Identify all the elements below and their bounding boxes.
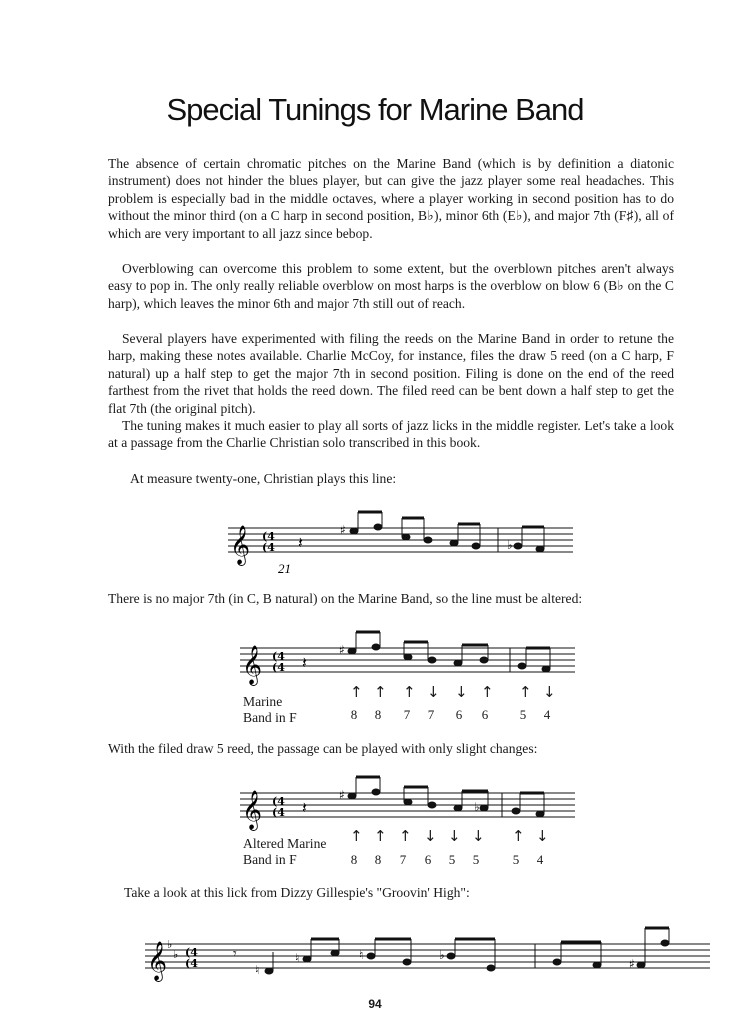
svg-text:♮: ♮: [295, 951, 300, 965]
svg-text:♯: ♯: [339, 788, 345, 802]
svg-text:𝄽: 𝄽: [302, 653, 307, 672]
hole-number: 7: [427, 707, 435, 722]
svg-text:𝄞: 𝄞: [242, 645, 263, 685]
svg-text:(4: (4: [262, 530, 275, 543]
svg-text:(4: (4: [185, 946, 198, 959]
arrow-4: ↓: [427, 683, 440, 701]
arrow-1: ↑: [350, 683, 363, 701]
svg-text:♯: ♯: [629, 957, 635, 971]
hole-number: 5: [448, 852, 456, 867]
arrow-5: ↓: [455, 683, 468, 701]
svg-text:𝄽: 𝄽: [302, 798, 307, 817]
arrow-2: ↑: [374, 827, 387, 845]
caption-1: At measure twenty-one, Christian plays this line:: [130, 471, 397, 486]
svg-text:♭: ♭: [507, 538, 513, 552]
music-example-4: [145, 936, 715, 986]
svg-text:♭: ♭: [439, 948, 445, 962]
music-example-1: [228, 518, 588, 578]
paragraph-2: Overblowing can overcome this problem to some extent, but the overblown pitches aren't always easy to pop in. The only really reliable overblow on most harps is the overblow on blow 6 (B♭ on the C harp), which leaves the minor 6th and major 7th still out of reach.: [108, 261, 674, 311]
page-title: Special Tunings for Marine Band: [166, 92, 584, 127]
svg-text:𝄞: 𝄞: [242, 790, 263, 830]
hole-number: 8: [374, 707, 382, 722]
paragraph-1: The absence of certain chromatic pitches on the Marine Band (which is by definition a diatonic instrument) does not hinder the blues player, but can give the jazz player some real headaches. This problem is especially bad in the middle octaves, where a player working in second position has to do without the minor third (on a C harp in second position, B♭), minor 6th (E♭), and major 7th (F♯), all of which are very important to all jazz since bebop.: [108, 156, 674, 241]
label-line-1: Altered Marine: [243, 836, 327, 851]
svg-text:(4: (4: [185, 957, 198, 970]
svg-text:♭: ♭: [474, 800, 480, 814]
hole-number: 5: [472, 852, 480, 867]
arrow-7: ↑: [512, 827, 525, 845]
svg-text:♮: ♮: [359, 948, 364, 962]
hole-number: 5: [512, 852, 520, 867]
arrow-5: ↓: [448, 827, 461, 845]
svg-text:♭: ♭: [167, 938, 173, 951]
music-example-2: [240, 642, 580, 685]
page-number: 94: [368, 997, 382, 1011]
arrow-3: ↑: [403, 683, 416, 701]
hole-numbers-2: [0, 707, 750, 723]
caption-2: There is no major 7th (in C, B natural) on the Marine Band, so the line must be altered:: [108, 591, 583, 606]
hole-number: 7: [399, 852, 407, 867]
svg-text:(4: (4: [272, 795, 285, 808]
hole-number: 8: [374, 852, 382, 867]
arrow-6: ↓: [472, 827, 485, 845]
arrow-4: ↓: [424, 827, 437, 845]
hole-number: 6: [424, 852, 432, 867]
hole-number: 8: [350, 707, 358, 722]
hole-numbers-3: [0, 852, 750, 868]
svg-text:(4: (4: [272, 650, 285, 663]
arrow-7: ↑: [519, 683, 532, 701]
svg-text:♭: ♭: [173, 948, 179, 961]
hole-number: 4: [536, 852, 544, 867]
arrow-8: ↓: [536, 827, 549, 845]
music-example-3: [240, 787, 580, 830]
arrow-2: ↑: [374, 683, 387, 701]
arrow-8: ↓: [543, 683, 556, 701]
hole-number: 7: [403, 707, 411, 722]
hole-number: 4: [543, 707, 551, 722]
svg-text:♯: ♯: [340, 523, 346, 537]
svg-text:𝄾: 𝄾: [233, 946, 237, 962]
paragraph-3: Several players have experimented with filing the reeds on the Marine Band in order to retune the harp, making these notes available. Charlie McCoy, for instance, files the draw 5 reed (on a C harp, F natural) up a half step to get the major 7th in second position. Filing is done on the end of the reed farthest from the rivet that holds the reed down. The filed reed can be bent down a half step to get the flat 7th (the original pitch).: [108, 331, 674, 416]
measure-number: 21: [278, 561, 291, 576]
svg-text:♮: ♮: [255, 963, 260, 977]
arrow-6: ↑: [481, 683, 494, 701]
svg-text:♯: ♯: [339, 643, 345, 657]
svg-text:(4: (4: [272, 661, 285, 674]
label-line-2: Band in F: [243, 710, 297, 725]
label-line-2: Band in F: [243, 852, 297, 867]
paragraph-4: The tuning makes it much easier to play all sorts of jazz licks in the middle register. Let's take a look at a passage from the Charlie Christian solo transcribed in this book.: [108, 418, 674, 451]
svg-text:(4: (4: [272, 806, 285, 819]
hole-number: 5: [519, 707, 527, 722]
caption-3: With the filed draw 5 reed, the passage can be played with only slight changes:: [108, 741, 538, 756]
hole-number: 6: [481, 707, 489, 722]
arrow-1: ↑: [350, 827, 363, 845]
caption-4: Take a look at this lick from Dizzy Gillespie's "Groovin' High":: [124, 885, 470, 900]
svg-text:(4: (4: [262, 541, 275, 554]
hole-number: 8: [350, 852, 358, 867]
svg-text:𝄞: 𝄞: [147, 941, 168, 981]
treble-clef-icon: 𝄞: [230, 525, 251, 565]
label-line-1: Marine: [243, 694, 283, 709]
hole-number: 6: [455, 707, 463, 722]
svg-text:𝄽: 𝄽: [298, 533, 303, 552]
arrow-3: ↑: [399, 827, 412, 845]
